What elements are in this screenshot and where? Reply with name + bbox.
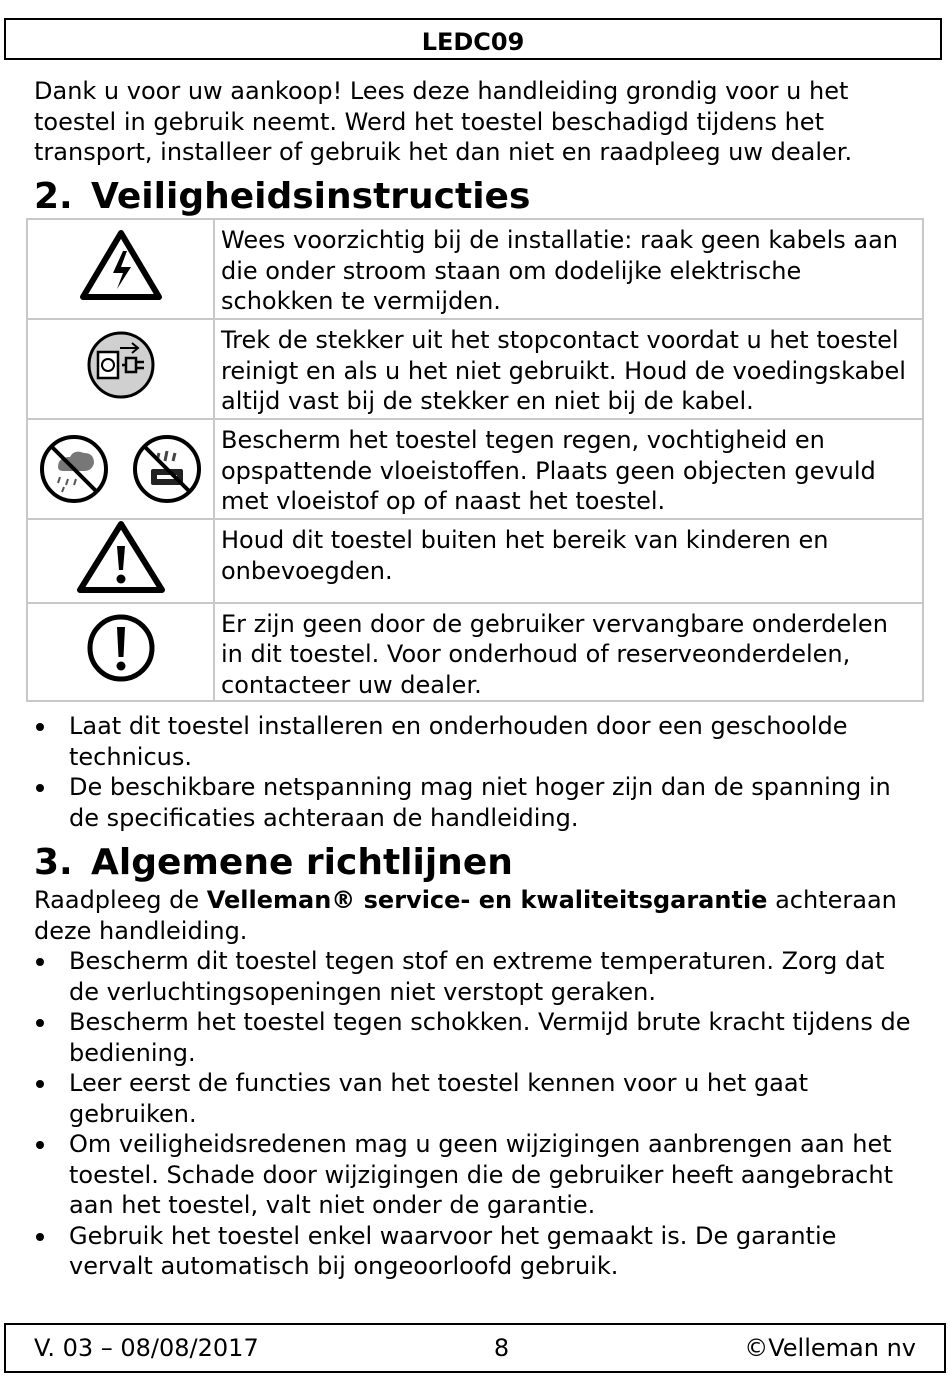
section-title: Algemene richtlijnen bbox=[91, 842, 513, 883]
safety-text-cell: Trek de stekker uit het stopcontact voordat u het toestel reinigt en als u het niet gebruikt. Houd de voedingskabel altijd vast bij de stekker en niet bij de kabel. bbox=[214, 319, 923, 419]
no-liquid-icon bbox=[131, 433, 203, 505]
list-item: Laat dit toestel installeren en onderhouden door een geschoolde technicus. bbox=[34, 711, 914, 772]
safety-icon-cell bbox=[27, 419, 214, 519]
safety-icon-cell bbox=[27, 319, 214, 419]
safety-row bbox=[27, 603, 923, 702]
document-header bbox=[4, 18, 942, 60]
safety-icon-cell bbox=[27, 519, 214, 603]
safety-instructions-table bbox=[26, 218, 924, 702]
section-heading-safety bbox=[34, 176, 531, 217]
section-heading-general bbox=[34, 842, 513, 883]
list-item: Gebruik het toestel enkel waarvoor het gemaakt is. De garantie vervalt automatisch bij ongeoorloofd gebruik. bbox=[34, 1221, 914, 1282]
electric-shock-warning-icon bbox=[79, 229, 163, 301]
safety-row bbox=[27, 519, 923, 603]
general-bullet-list bbox=[34, 946, 914, 1282]
safety-text-cell: Er zijn geen door de gebruiker vervangbare onderdelen in dit toestel. Voor onderhoud of reserveonderdelen, contacteer uw dealer. bbox=[214, 603, 923, 702]
safety-icon-cell bbox=[27, 219, 214, 319]
document-footer bbox=[4, 1323, 946, 1373]
safety-text-cell: Bescherm het toestel tegen regen, vochtigheid en opspattende vloeistoffen. Plaats geen objecten gevuld met vloeistof op of naast het toestel. bbox=[214, 419, 923, 519]
list-item: Om veiligheidsredenen mag u geen wijzigingen aanbrengen aan het toestel. Schade door wijzigingen die de gebruiker heeft aangebracht aan het toestel, valt niet onder de garantie. bbox=[34, 1129, 914, 1221]
section-number: 3. bbox=[34, 842, 73, 883]
safety-row bbox=[27, 319, 923, 419]
safety-row bbox=[27, 419, 923, 519]
safety-row bbox=[27, 219, 923, 319]
list-item: Leer eerst de functies van het toestel kennen voor u het gaat gebruiken. bbox=[34, 1068, 914, 1129]
no-rain-icon bbox=[38, 433, 110, 505]
exclamation-circle-icon bbox=[86, 613, 156, 683]
safety-bullet-list bbox=[34, 711, 914, 833]
safety-text-cell: Houd dit toestel buiten het bereik van kinderen en onbevoegden. bbox=[214, 519, 923, 603]
list-item: Bescherm dit toestel tegen stof en extreme temperaturen. Zorg dat de verluchtingsopeningen niet verstopt geraken. bbox=[34, 946, 914, 1007]
list-item: De beschikbare netspanning mag niet hoger zijn dan de spanning in de specificaties achteraan de handleiding. bbox=[34, 772, 914, 833]
version-info: V. 03 – 08/08/2017 bbox=[34, 1333, 259, 1362]
copyright: ©Velleman nv bbox=[744, 1333, 916, 1362]
unplug-icon bbox=[86, 330, 156, 400]
list-item: Bescherm het toestel tegen schokken. Vermijd brute kracht tijdens de bediening. bbox=[34, 1007, 914, 1068]
intro-paragraph: Dank u voor uw aankoop! Lees deze handleiding grondig voor u het toestel in gebruik neemt. Werd het toestel beschadigd tijdens het transport, installeer of gebruik het dan niet en raadpleeg uw dealer. bbox=[34, 77, 853, 166]
model-title: LEDC09 bbox=[421, 28, 525, 56]
section-number: 2. bbox=[34, 176, 73, 217]
safety-icon-cell bbox=[27, 603, 214, 702]
safety-text-cell: Wees voorzichtig bij de installatie: raak geen kabels aan die onder stroom staan om dodelijke elektrische schokken te vermijden. bbox=[214, 219, 923, 319]
page-number: 8 bbox=[493, 1333, 510, 1362]
warning-triangle-icon bbox=[76, 520, 166, 594]
guarantee-name: Velleman® service- en kwaliteitsgarantie bbox=[206, 886, 768, 914]
guarantee-paragraph: Raadpleeg de Velleman® service- en kwaliteitsgarantie achteraan deze handleiding. bbox=[34, 886, 897, 945]
section-title: Veiligheidsinstructies bbox=[91, 176, 531, 217]
